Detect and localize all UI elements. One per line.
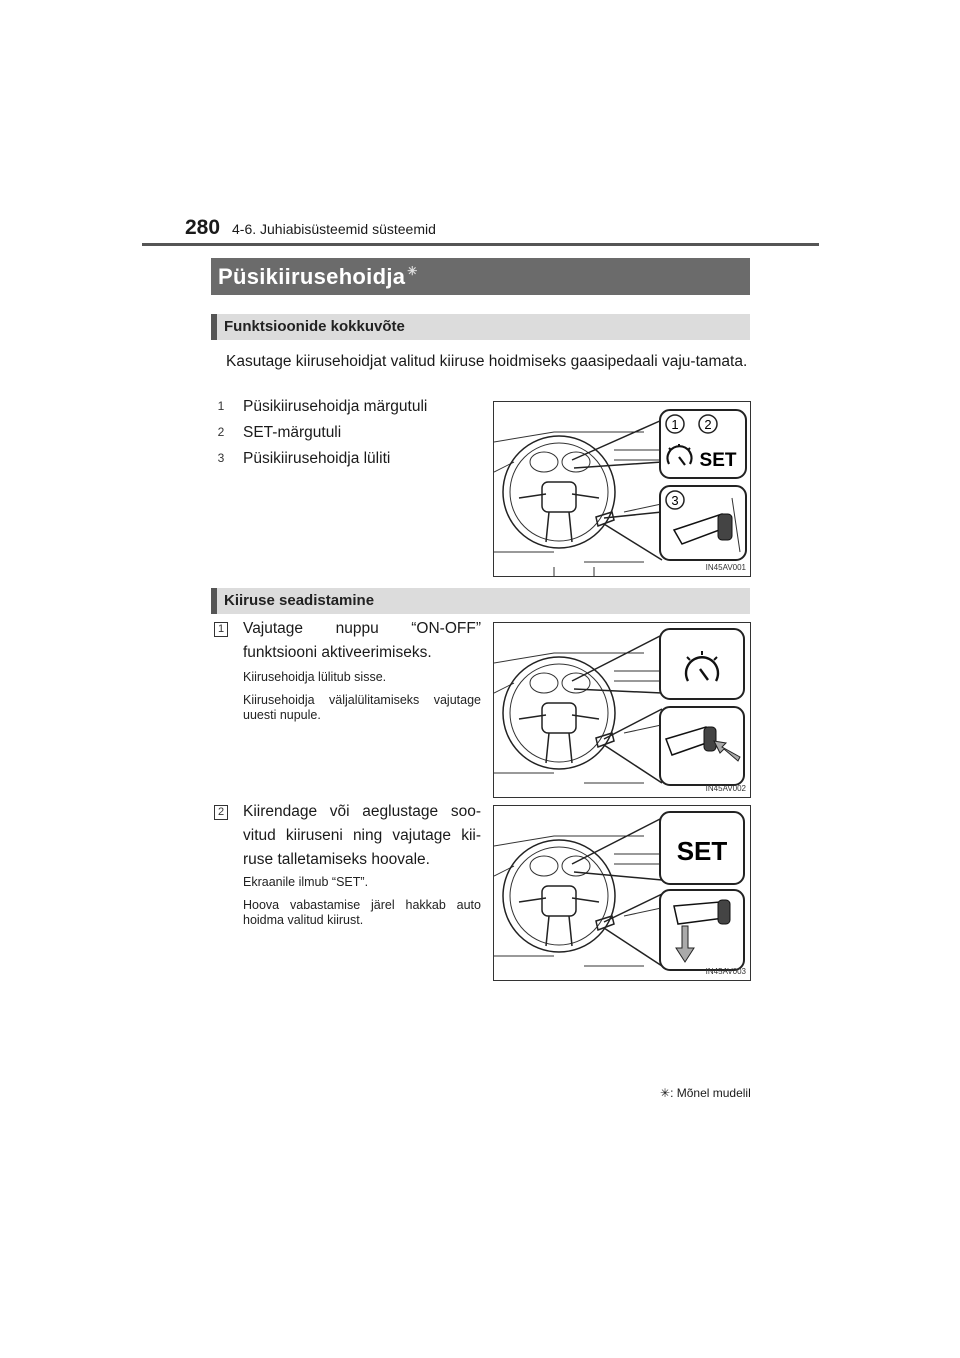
item-number: 3 [217, 451, 225, 465]
section-accent [211, 588, 217, 614]
section-heading-overview [211, 314, 750, 340]
step-number: 1 [214, 622, 228, 637]
figure-code: IN45AV003 [705, 967, 746, 976]
chapter-title: 4-6. Juhiabisüsteemid süsteemid [232, 221, 436, 237]
step-note: Hoova vabastamise järel hakkab auto hoidma valitud kiirust. [243, 898, 481, 927]
list-item: SET-märgutuli [243, 424, 342, 441]
figure-code: IN45AV002 [705, 784, 746, 793]
figure-code: IN45AV001 [705, 563, 746, 572]
step-note: Kiirusehoidja lülitub sisse. [243, 670, 387, 684]
asterisk-icon: ✳ [407, 264, 418, 278]
figure-overview [493, 401, 751, 577]
section-heading-text: Funktsioonide kokkuvõte [224, 318, 405, 335]
section-accent [211, 314, 217, 340]
footnote [660, 1086, 751, 1100]
section-heading-setting [211, 588, 750, 614]
set-indicator-label: SET [699, 450, 737, 471]
page-number: 280 [185, 216, 221, 239]
footnote-text: : Mõnel mudelil [670, 1086, 751, 1100]
cockpit-illustration [494, 402, 750, 576]
callout-3: 3 [671, 493, 679, 508]
figure-step-1 [493, 622, 751, 798]
intro-paragraph: Kasutage kiirusehoidjat valitud kiiruse hoidmiseks gaasipedaali vaju-tamata. [226, 353, 748, 370]
step-number: 2 [214, 805, 228, 820]
step-text: Vajutage nuppu “ON-OFF” funktsiooni aktiveerimiseks. [243, 620, 481, 661]
asterisk-icon: ✳ [660, 1086, 671, 1100]
set-indicator-label: SET [676, 836, 728, 866]
page-title [218, 264, 418, 290]
callout-1: 1 [671, 417, 679, 432]
list-item: Püsikiirusehoidja märgutuli [243, 398, 428, 415]
page-title-bar [211, 258, 750, 295]
item-number: 1 [217, 399, 225, 413]
cockpit-illustration [494, 623, 750, 797]
list-item: Püsikiirusehoidja lüliti [243, 450, 391, 467]
step-note: Ekraanile ilmub “SET”. [243, 875, 369, 889]
item-number: 2 [217, 425, 225, 439]
page-title-text: Püsikiirusehoidja [218, 264, 406, 289]
step-note: Kiirusehoidja väljalülitamiseks vajutage uuesti nupule. [243, 693, 481, 722]
figure-step-2 [493, 805, 751, 981]
step-text: Kiirendage või aeglustage soo-vitud kiiruseni ning vajutage kii-ruse talletamiseks hoovale. [243, 803, 481, 868]
header-rule [142, 243, 819, 246]
cockpit-illustration [494, 806, 750, 980]
section-heading-text: Kiiruse seadistamine [224, 592, 375, 609]
callout-2: 2 [704, 417, 712, 432]
